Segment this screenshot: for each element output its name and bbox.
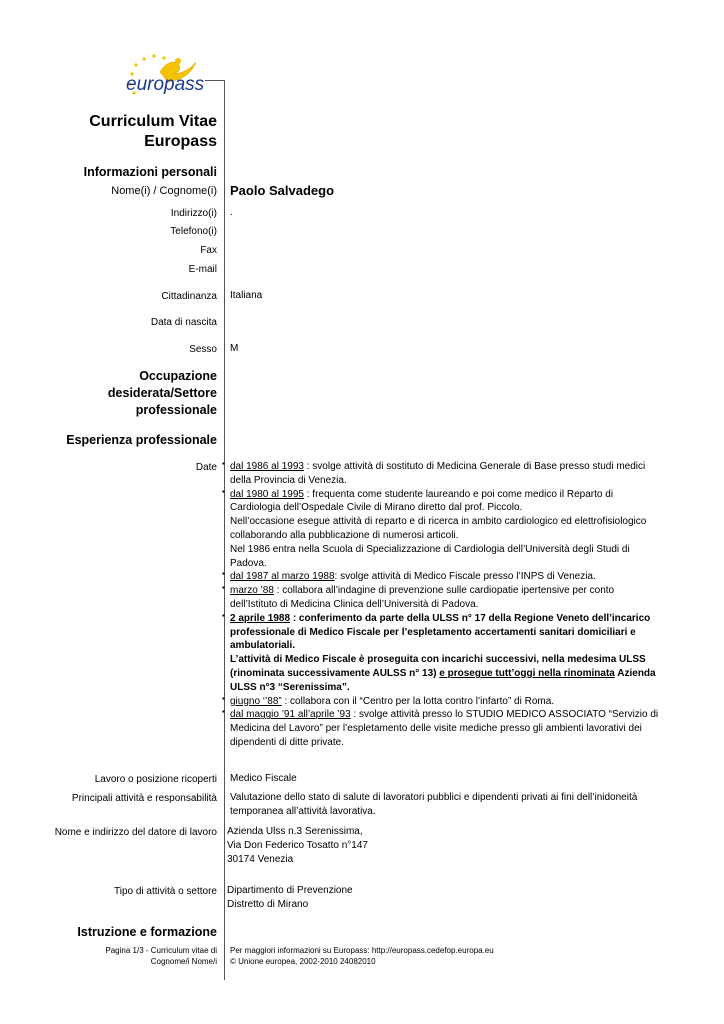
footer-europass-info xyxy=(230,945,494,967)
entry-date: 2 aprile 1988 xyxy=(230,612,291,624)
entry-text: Azienda ULSS n°3 “Serenissima”. xyxy=(230,667,656,693)
europass-logo-graphic xyxy=(120,52,230,102)
europass-logo xyxy=(120,52,230,102)
bullet-icon: ▪ xyxy=(222,459,225,468)
footer-name-placeholder: Cognome/i Nome/i xyxy=(150,957,217,966)
entry-text: : frequenta come studente laureando e poi come medico il Reparto di Cardiologia dell’Ospedale Civile di Mirano diretto dal prof. Piccolo. xyxy=(230,488,614,514)
entry-date: giugno ‘’88” xyxy=(230,695,282,707)
citizenship-value: Italiana xyxy=(230,290,263,301)
entry-text: : svolge attività di Medico Fiscale presso l’INPS di Venezia. xyxy=(334,571,596,583)
experience-entry xyxy=(222,707,660,749)
experience-entry xyxy=(222,693,660,709)
europass-wordmark: europass xyxy=(126,74,205,95)
bullet-icon: ▪ xyxy=(222,693,225,703)
sector-label: Tipo di attività o settore xyxy=(113,886,217,897)
sex-label: Sesso xyxy=(189,344,217,355)
email-label: E-mail xyxy=(188,264,217,275)
divider-top xyxy=(205,80,225,81)
name-label: Nome(i) / Cognome(i) xyxy=(111,185,217,197)
cv-title xyxy=(89,112,217,152)
section-work-experience: Esperienza professionale xyxy=(66,433,217,447)
entry-date: marzo ’88 xyxy=(230,585,274,597)
sector-line: Distretto di Mirano xyxy=(227,898,309,910)
entry-text: : conferimento da parte della ULSS n° 17 della Regione Veneto dell’incarico professionale di Medico Fiscale per l’espletamento accertamenti sanitari domiciliari e ambulatoriali. xyxy=(230,612,651,652)
entry-date: dal 1980 al 1995 xyxy=(230,488,304,500)
experience-entries xyxy=(222,459,660,750)
entry-date: dal maggio ’91 all’aprile ’93 xyxy=(230,709,351,721)
phone-label: Telefono(i) xyxy=(170,226,217,237)
bullet-icon: ▪ xyxy=(222,610,225,620)
name-value: Paolo Salvadego xyxy=(230,183,335,198)
birthdate-label: Data di nascita xyxy=(150,317,217,328)
experience-entry xyxy=(222,569,660,584)
address-value: . xyxy=(230,207,233,218)
bullet-icon: ▪ xyxy=(222,486,225,496)
section-desired-occupation xyxy=(108,368,217,419)
employer-line: Via Don Federico Tosatto n°147 xyxy=(227,839,368,851)
entry-text: : collabora con il “Centro per la lotta contro l’infarto” di Roma. xyxy=(281,695,555,707)
activities-label: Principali attività e responsabilità xyxy=(71,793,217,804)
experience-entry xyxy=(222,486,660,571)
bullet-icon: ▪ xyxy=(222,583,225,593)
employer-value xyxy=(227,825,368,866)
dates-label: Date xyxy=(195,462,217,473)
experience-entry xyxy=(222,459,660,488)
footer-page-info xyxy=(105,945,217,967)
sex-value: M xyxy=(230,343,239,354)
entry-text: : svolge attività di sostituto di Medicina Generale di Base presso studi medici della Provincia di Venezia. xyxy=(230,461,646,486)
entry-text-underlined: e prosegue tutt’oggi nella rinominata xyxy=(439,667,615,679)
sector-line: Dipartimento di Prevenzione xyxy=(227,885,353,896)
experience-entry xyxy=(222,610,660,695)
job-value: Medico Fiscale xyxy=(230,773,297,784)
employer-line: Azienda Ulss n.3 Serenissima, xyxy=(227,826,363,837)
employer-line: 30174 Venezia xyxy=(227,853,294,865)
occupation-line2: desiderata/Settore xyxy=(107,386,217,400)
occupation-line3: professionale xyxy=(135,403,217,417)
citizenship-label: Cittadinanza xyxy=(161,291,217,302)
column-divider xyxy=(224,80,225,980)
footer-page-number: Pagina 1/3 - Curriculum vitae di xyxy=(105,946,217,955)
footer-info-link: Per maggiori informazioni su Europass: http://europass.cedefop.europa.eu xyxy=(230,946,494,955)
experience-entry xyxy=(222,583,660,612)
entry-text: Nell’occasione esegue attività di reparto e di ricerca in ambito cardiologico ed elettrofisiologico collaborando alla pubblicazione di numerosi articoli. xyxy=(230,516,647,541)
occupation-line1: Occupazione xyxy=(139,369,217,383)
entry-text: L’attività di Medico Fiscale è proseguita con incarichi successivi, nella medesima ULSS (rinominata successivamente AULSS n° 13) xyxy=(230,654,646,679)
employer-label: Nome e indirizzo del datore di lavoro xyxy=(54,827,217,838)
section-personal-info: Informazioni personali xyxy=(83,165,217,179)
section-education: Istruzione e formazione xyxy=(77,925,217,939)
bullet-icon: ▪ xyxy=(222,707,225,717)
entry-text: : collabora all’indagine di prevenzione sulle cardiopatie ipertensive per conto dell’Istituto di Medicina Clinica dell’Università di Padova. xyxy=(230,585,615,610)
activities-value: Valutazione dello stato di salute di lavoratori pubblici e dipendenti privati ai fini dell’inidoneità temporanea all’attività lavorativa. xyxy=(230,792,638,817)
sector-value xyxy=(227,884,353,912)
entry-date: dal 1987 al marzo 1988 xyxy=(230,571,335,583)
entry-text: : svolge attività presso lo STUDIO MEDICO ASSOCIATO “Servizio di Medicina del Lavoro” per l’espletamento delle visite mediche presso gli ambienti lavorativi dei dipendenti di ditte private. xyxy=(230,709,659,748)
entry-date: dal 1986 al 1993 xyxy=(230,461,304,472)
address-label: Indirizzo(i) xyxy=(170,208,217,219)
job-label: Lavoro o posizione ricoperti xyxy=(94,774,217,785)
cv-title-line1: Curriculum Vitae xyxy=(89,113,217,130)
entry-text: Nel 1986 entra nella Scuola di Specializzazione di Cardiologia dell’Università degli Studi di Padova. xyxy=(230,543,630,569)
fax-label: Fax xyxy=(200,245,217,256)
bullet-icon: ▪ xyxy=(222,569,225,579)
footer-copyright: © Unione europea, 2002-2010 24082010 xyxy=(230,957,376,966)
cv-title-line2: Europass xyxy=(144,133,217,150)
